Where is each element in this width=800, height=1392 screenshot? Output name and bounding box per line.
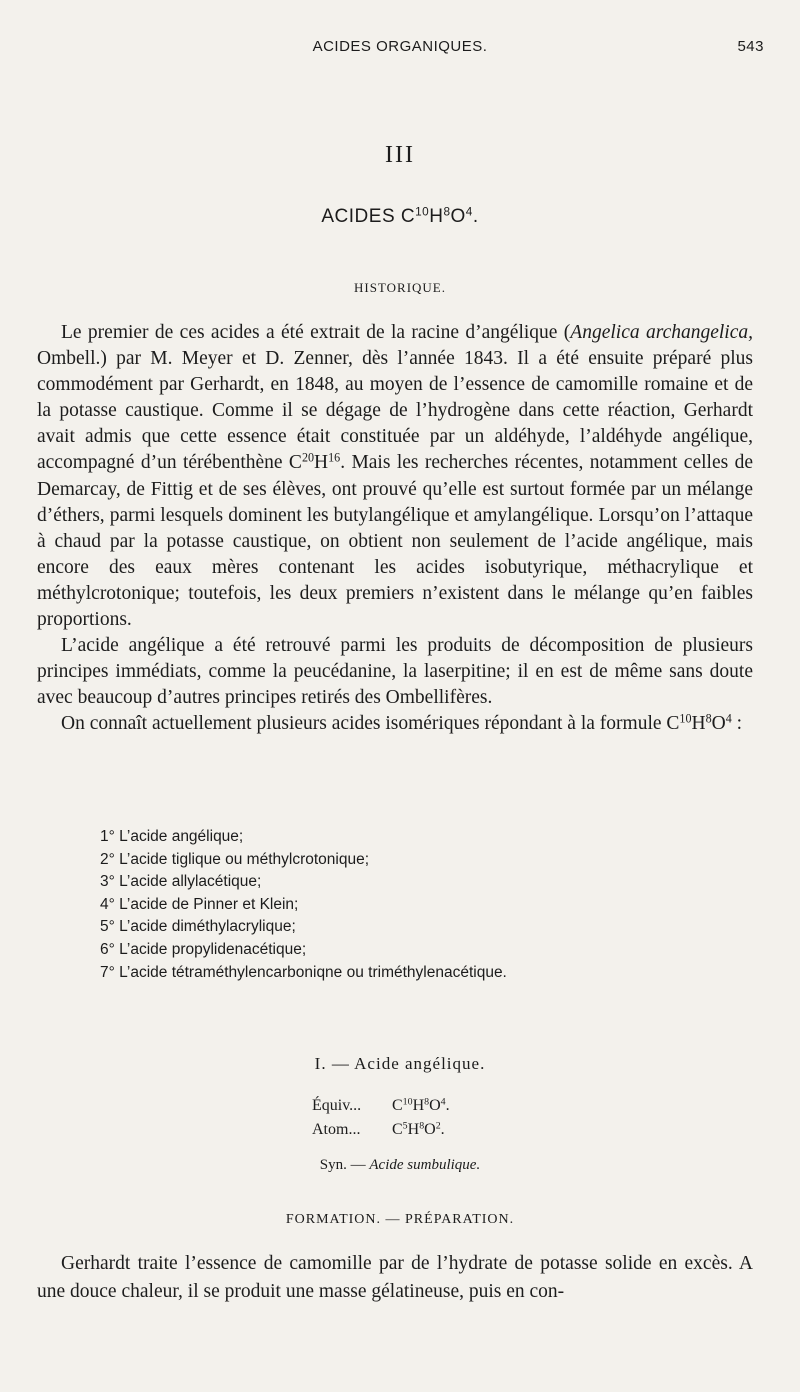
running-header [0,38,800,62]
equiv-row [312,1094,572,1118]
chapter-number: III [385,142,415,168]
list-item: 1° L’acide angélique; [100,828,244,845]
synonym-value: Acide sumbulique. [369,1157,481,1173]
synonym-line [0,1157,800,1174]
paragraph-2: L’acide angélique a été retrouvé parmi les produits de décomposition de plusieurs principes immédiats, comme la peucédanine, la laserpitine; il en est de même sans doute avec beaucoup d’autres principes retirés des Ombellifères. [37,635,753,709]
paragraph-1: Le premier de ces acides a été extrait de la racine d’angélique (Angelica archangelica, Ombell.) par M. Meyer et D. Zenner, dès l’année 1843. Il a été ensuite préparé plus commodément par Gerhardt, en 1848, au moyen de l’essence de camomille romaine et de la potasse caustique. Comme il se dégage de l’hydrogène dans cette réaction, Gerhardt avait admis que cette essence était constituée par un aldéhyde, l’aldéhyde angélique, accompagné d’un térébenthène $C^{20}H^{16}$. Mais les recherches récentes, notamment celles de Demarcay, de Fittig et de ses élèves, ont prouvé qu’elle est surtout formée par un mélange d’éthers, parmi lesquels dominent les butylangélique et amylangélique. Lorsqu’on l’attaque à chaud par la potasse caustique, on obtient non seulement de l’acide angélique, mais encore des eaux mères contenant les acides isobutyrique, méthacrylique et méthylcrotonique; toutefois, les deux premiers n’existent dans le mélange qu’en faibles proportions. [37,322,753,631]
formula-block [312,1094,572,1142]
list-item: 5° L’acide diméthylacrylique; [100,918,296,936]
list-item: 3° L’acide allylacétique; [100,873,262,891]
historique-body [37,320,753,738]
atom-row [312,1118,572,1142]
section-title: ACIDES $C^{10}H^8O^4$. [321,205,479,227]
historique-heading: HISTORIQUE. [353,280,446,295]
running-title: ACIDES ORGANIQUES. [312,38,488,55]
isomer-list [100,826,720,984]
list-item: 2° L’acide tiglique ou méthylcrotonique; [100,850,370,868]
formation-heading: FORMATION. — PRÉPARATION. [285,1212,515,1227]
list-item: 4° L’acide de Pinner et Klein; [100,895,299,913]
list-item: 6° L’acide propylidenacétique; [100,940,307,958]
acid-heading: I. — Acide angélique. [314,1054,486,1073]
atom-value: $C^5H^8O^2$. [392,1120,445,1138]
synonym-label: Syn. — [319,1157,366,1173]
preparation-body [37,1250,753,1306]
page-number: 543 [737,38,764,55]
paragraph-3: On connaît actuellement plusieurs acides isomériques répondant à la formule $C^{10}H^8O^4$ : [61,711,743,735]
final-paragraph: Gerhardt traite l’essence de camomille par de l’hydrate de potasse solide en excès. A une douce chaleur, il se produit une masse gélatineuse, puis en con- [37,1253,753,1302]
equiv-label: Équiv... [312,1097,362,1114]
atom-label: Atom... [312,1121,361,1138]
list-item: 7° L’acide tétraméthylencarboniqne ou triméthylenacétique. [100,963,507,981]
equiv-value: $C^{10}H^8O^4$. [392,1096,450,1114]
